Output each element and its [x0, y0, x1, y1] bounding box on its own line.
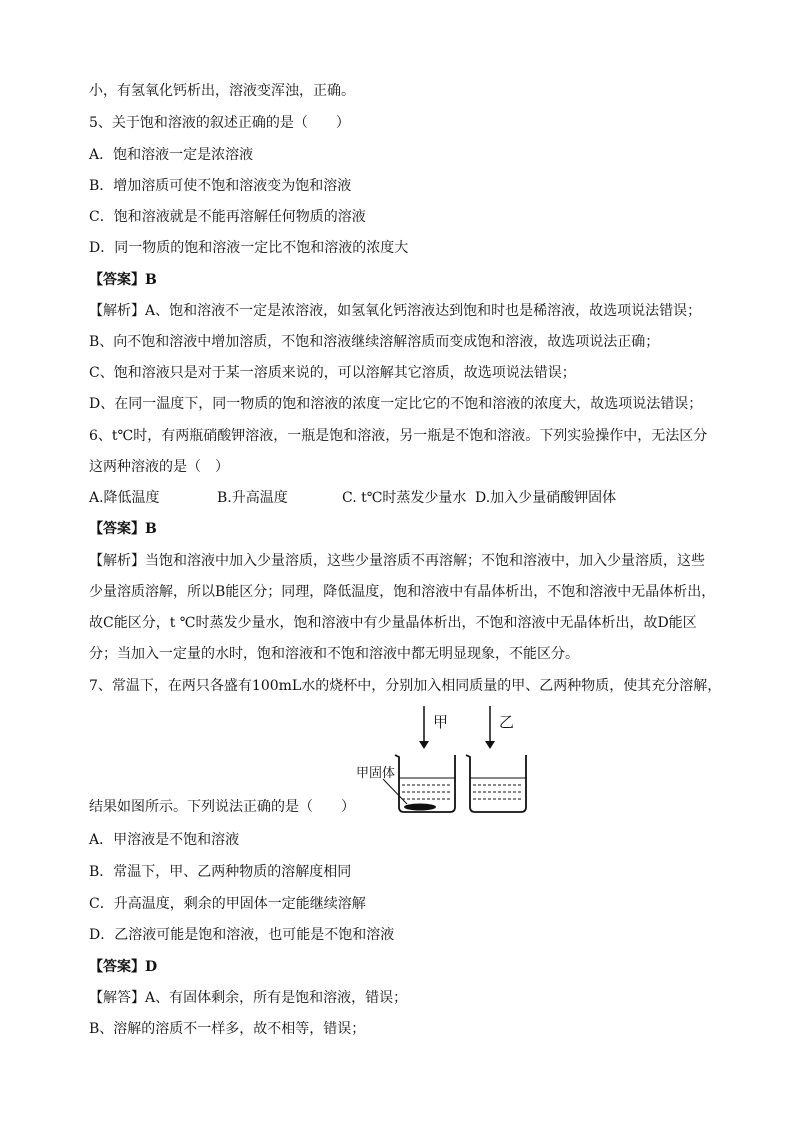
question-5-option-c: C．饱和溶液就是不能再溶解任何物质的溶液 — [89, 209, 366, 225]
text-line: 这两种溶液的是（ ） — [89, 459, 229, 475]
question-6-option-c: C. t℃时蒸发少量水 — [342, 490, 467, 506]
label-yi: 乙 — [499, 713, 515, 731]
text-line: B、溶解的溶质不一样多，故不相等，错误； — [89, 1021, 366, 1037]
label-jia-solid: 甲固体 — [356, 766, 396, 781]
question-7-option-c: C．升高温度，剩余的甲固体一定能继续溶解 — [89, 896, 366, 912]
text-line: B、向不饱和溶液中增加溶质，不饱和溶液继续溶解溶质而变成饱和溶液，故选项说法正确； — [89, 334, 660, 350]
arrow-jia-head — [419, 741, 429, 749]
text-line: 故C能区分，t ℃时蒸发少量水，饱和溶液中有少量晶体析出，不饱和溶液中无晶体析出，故D能区 — [89, 615, 697, 631]
question-6-option-d: D.加入少量硝酸钾固体 — [475, 490, 617, 506]
jia-solid-residue — [404, 804, 436, 811]
text-line: 小，有氢氧化钙析出，溶液变浑浊，正确。 — [89, 83, 355, 99]
question-5-option-a: A．饱和溶液一定是浓溶液 — [89, 147, 254, 163]
arrow-yi-head — [485, 741, 495, 749]
answer-5: 【答案】B — [89, 272, 157, 288]
text-line: 结果如图所示。下列说法正确的是（ ） — [89, 799, 355, 815]
analysis-7: 【解答】A、有固体剩余，所有是饱和溶液，错误； — [89, 990, 408, 1006]
question-6-option-b: B.升高温度 — [217, 490, 288, 506]
text-line: 少量溶质溶解，所以B能区分；同理，降低温度，饱和溶液中有晶体析出，不饱和溶液中无晶体析出， — [89, 584, 716, 600]
question-5-stem: 5、关于饱和溶液的叙述正确的是（ ） — [89, 115, 350, 131]
question-7-option-b: B．常温下，甲、乙两种物质的溶解度相同 — [89, 864, 352, 880]
text-line: C、饱和溶液只是对于某一溶质来说的，可以溶解其它溶质，故选项说法错误； — [89, 365, 576, 381]
text-line: D、在同一温度下，同一物质的饱和溶液的浓度一定比它的不饱和溶液的浓度大，故选项说法错误； — [89, 396, 703, 412]
text-line: 分；当加入一定量的水时，饱和溶液和不饱和溶液中都无明显现象，不能区分。 — [89, 646, 579, 662]
question-7-stem: 7、常温下，在两只各盛有100mL水的烧杯中，分别加入相同质量的甲、乙两种物质，使其充分溶解， — [89, 678, 722, 694]
beaker-jia — [395, 755, 455, 812]
question-5-option-b: B．增加溶质可使不饱和溶液变为饱和溶液 — [89, 178, 352, 194]
question-7-option-a: A．甲溶液是不饱和溶液 — [89, 832, 240, 848]
question-5-option-d: D．同一物质的饱和溶液一定比不饱和溶液的浓度大 — [89, 240, 409, 256]
beaker-figure — [355, 703, 555, 821]
analysis-5: 【解析】A、饱和溶液不一定是浓溶液，如氢氧化钙溶液达到饱和时也是稀溶液，故选项说法错误； — [89, 303, 702, 319]
question-7-option-d: D．乙溶液可能是饱和溶液，也可能是不饱和溶液 — [89, 927, 395, 943]
analysis-6: 【解析】当饱和溶液中加入少量溶质，这些少量溶质不再溶解；不饱和溶液中，加入少量溶质，这些 — [89, 553, 705, 569]
answer-7: 【答案】D — [89, 959, 158, 975]
question-6-option-a: A.降低温度 — [89, 490, 160, 506]
answer-6: 【答案】B — [89, 521, 157, 537]
label-jia: 甲 — [433, 713, 449, 731]
question-6-stem: 6、t℃时，有两瓶硝酸钾溶液，一瓶是饱和溶液，另一瓶是不饱和溶液。下列实验操作中，无法区分 — [89, 428, 708, 444]
beaker-yi — [466, 755, 526, 812]
